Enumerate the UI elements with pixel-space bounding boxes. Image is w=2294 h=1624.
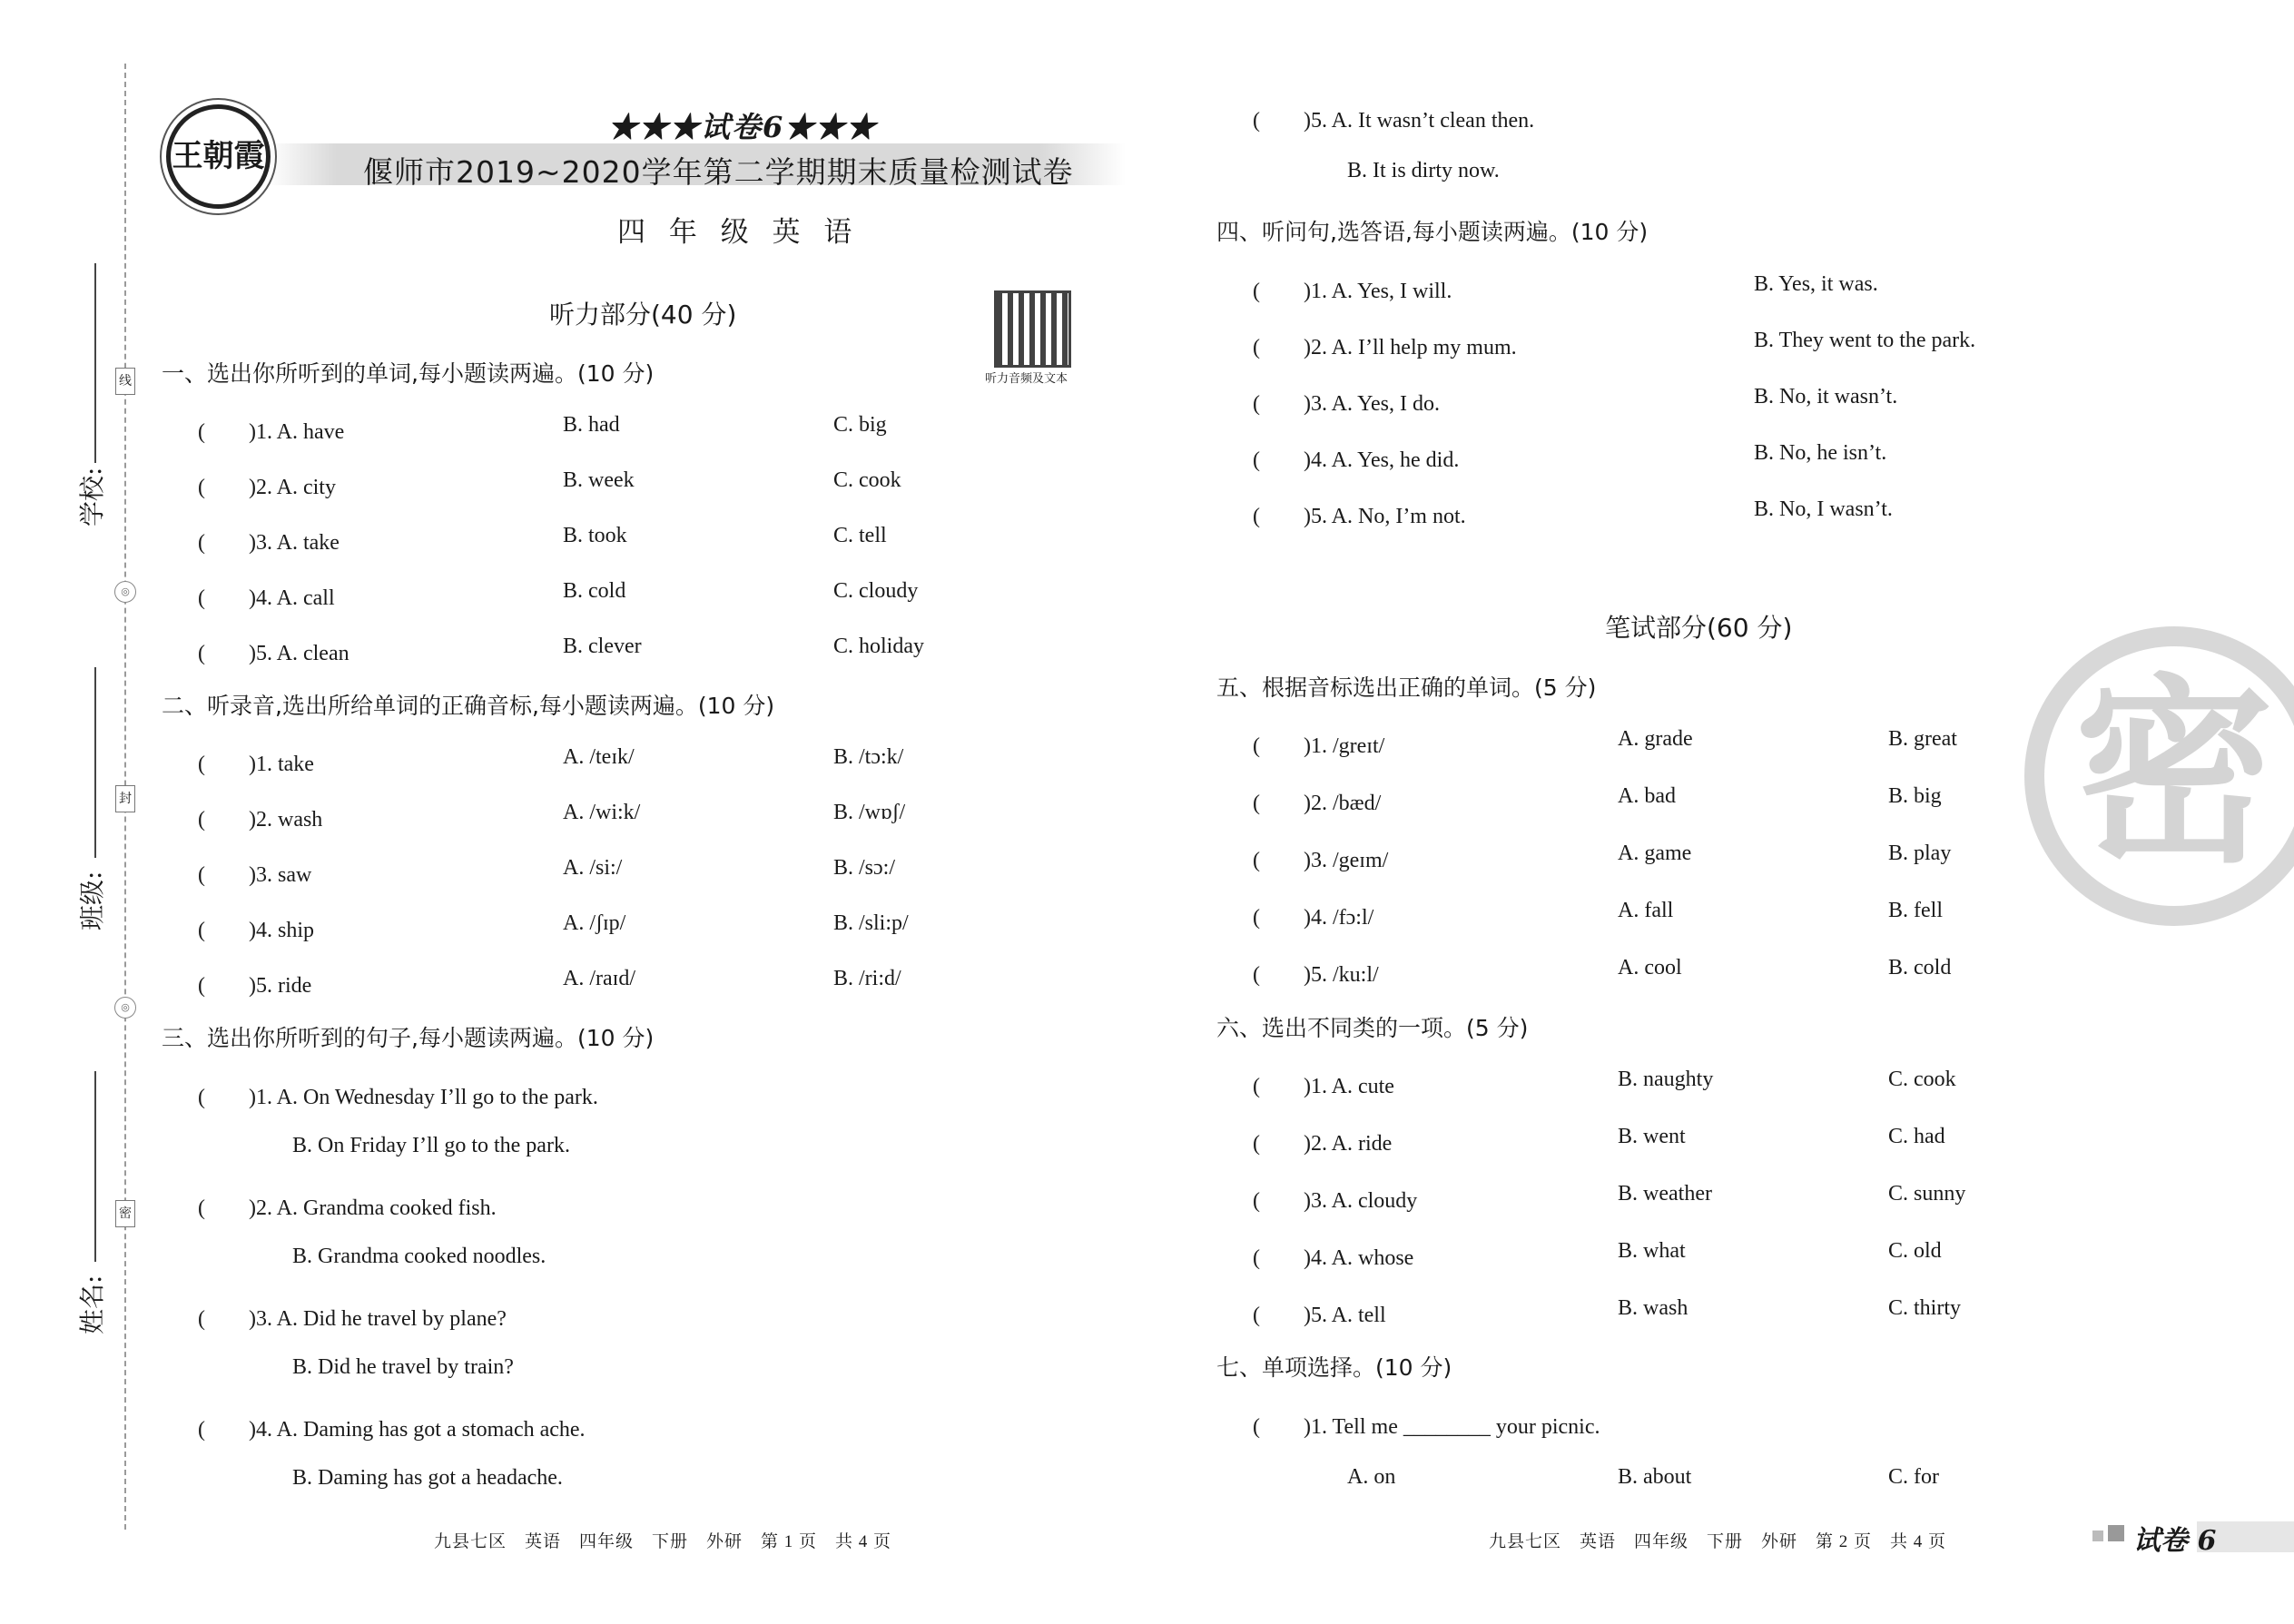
class-write-line xyxy=(94,667,96,858)
s4-q4-a: ( )4. A. Yes, he did. xyxy=(1253,448,1460,472)
name-write-line xyxy=(94,1071,96,1262)
s1-q4-b: B. cold xyxy=(563,579,626,603)
s1-q5-b: B. clever xyxy=(563,635,642,658)
s3-q5-b: B. It is dirty now. xyxy=(1347,159,1500,182)
s2-q2-a: A. /wi:k/ xyxy=(563,801,641,824)
page-2-footer: 九县七区 英语 四年级 下册 外研 第 2 页 共 4 页 xyxy=(1489,1532,1947,1551)
s2-q4-a: A. /ʃɪp/ xyxy=(563,911,626,935)
s1-q3: ( )3. A. take xyxy=(198,531,340,555)
s1-q1: ( )1. A. have xyxy=(198,420,345,444)
s2-q5: ( )5. ride xyxy=(198,974,312,998)
s5-q2: ( )2. /bæd/ xyxy=(1253,792,1382,815)
s6-q3-c: C. sunny xyxy=(1888,1182,1966,1206)
s3-q2-a: ( )2. A. Grandma cooked fish. xyxy=(198,1196,497,1220)
s3-q5-a: ( )5. A. It wasn’t clean then. xyxy=(1253,109,1535,133)
section-6-heading: 六、选出不同类的一项。(5 分) xyxy=(1216,1015,1529,1041)
s5-q5-a: A. cool xyxy=(1618,956,1682,979)
s6-q3-b: B. weather xyxy=(1618,1182,1712,1206)
s2-q5-a: A. /raɪd/ xyxy=(563,967,635,990)
written-part-heading: 笔试部分(60 分) xyxy=(1605,613,1793,643)
s6-q1-c: C. cook xyxy=(1888,1068,1956,1091)
s5-q4-a: A. fall xyxy=(1618,899,1674,922)
s5-q5: ( )5. /ku:l/ xyxy=(1253,963,1379,987)
s7-q1-b: B. about xyxy=(1618,1465,1692,1489)
s7-q1: ( )1. Tell me ________ your picnic. xyxy=(1253,1415,1600,1439)
section-2-heading: 二、听录音,选出所给单词的正确音标,每小题读两遍。(10 分) xyxy=(162,693,775,719)
s6-q5-b: B. wash xyxy=(1618,1296,1689,1320)
class-label: 班级: xyxy=(77,871,107,930)
section-5-heading: 五、根据音标选出正确的单词。(5 分) xyxy=(1216,674,1597,701)
s2-q3: ( )3. saw xyxy=(198,863,312,887)
s5-q4: ( )4. /fɔ:l/ xyxy=(1253,906,1374,930)
s6-q1: ( )1. A. cute xyxy=(1253,1075,1394,1098)
s6-q4-c: C. old xyxy=(1888,1239,1942,1263)
s2-q2-b: B. /wɒʃ/ xyxy=(833,801,906,824)
s1-q5-c: C. holiday xyxy=(833,635,924,658)
s6-q4-b: B. what xyxy=(1618,1239,1686,1263)
s3-q3-a: ( )3. A. Did he travel by plane? xyxy=(198,1307,507,1331)
s6-q3: ( )3. A. cloudy xyxy=(1253,1189,1418,1213)
s2-q3-b: B. /sɔ:/ xyxy=(833,856,896,880)
s4-q2-b: B. They went to the park. xyxy=(1754,329,1976,352)
page-1-footer: 九县七区 英语 四年级 下册 外研 第 1 页 共 4 页 xyxy=(434,1532,892,1551)
s7-q1-a: A. on xyxy=(1347,1465,1396,1489)
s5-q3-b: B. play xyxy=(1888,842,1952,865)
s4-q3-a: ( )3. A. Yes, I do. xyxy=(1253,392,1441,416)
s3-q1-a: ( )1. A. On Wednesday I’ll go to the park. xyxy=(198,1086,598,1109)
s1-q3-c: C. tell xyxy=(833,524,887,547)
s5-q2-b: B. big xyxy=(1888,784,1942,808)
name-label: 姓名: xyxy=(77,1275,107,1334)
s2-q3-a: A. /si:/ xyxy=(563,856,623,880)
school-label: 学校: xyxy=(77,467,107,527)
s6-q4: ( )4. A. whose xyxy=(1253,1246,1414,1270)
grade-subject-title: 四 年 级 英 语 xyxy=(617,216,860,249)
s5-q1-b: B. great xyxy=(1888,727,1957,751)
s6-q5: ( )5. A. tell xyxy=(1253,1304,1386,1327)
s5-q2-a: A. bad xyxy=(1618,784,1676,808)
s4-q5-b: B. No, I wasn’t. xyxy=(1754,497,1893,521)
s6-q2: ( )2. A. ride xyxy=(1253,1132,1393,1156)
s5-q3: ( )3. /geɪm/ xyxy=(1253,849,1389,872)
exam-title: 偃师市2019~2020学年第二学期期末质量检测试卷 xyxy=(363,154,1074,190)
tag-square-icon xyxy=(2108,1525,2124,1541)
qr-code-icon[interactable] xyxy=(994,290,1071,368)
s5-q5-b: B. cold xyxy=(1888,956,1952,979)
s1-q1-b: B. had xyxy=(563,413,620,437)
binding-mark-secret: 密 xyxy=(115,1200,135,1227)
s2-q5-b: B. /ri:d/ xyxy=(833,967,901,990)
s3-q1-b: B. On Friday I’ll go to the park. xyxy=(292,1134,570,1157)
s2-q1-b: B. /tɔ:k/ xyxy=(833,745,904,769)
section-3-heading: 三、选出你所听到的句子,每小题读两遍。(10 分) xyxy=(162,1025,655,1051)
s5-q1-a: A. grade xyxy=(1618,727,1693,751)
s2-q4: ( )4. ship xyxy=(198,919,314,942)
s3-q2-b: B. Grandma cooked noodles. xyxy=(292,1245,546,1268)
s1-q3-b: B. took xyxy=(563,524,627,547)
s1-q2-c: C. cook xyxy=(833,468,901,492)
s2-q1-a: A. /teɪk/ xyxy=(563,745,635,769)
s6-q2-b: B. went xyxy=(1618,1125,1686,1148)
s2-q1: ( )1. take xyxy=(198,753,314,776)
s4-q1-a: ( )1. A. Yes, I will. xyxy=(1253,280,1452,303)
s7-q1-c: C. for xyxy=(1888,1465,1939,1489)
s1-q1-c: C. big xyxy=(833,413,887,437)
s6-q5-c: C. thirty xyxy=(1888,1296,1962,1320)
listening-part-heading: 听力部分(40 分) xyxy=(549,300,737,330)
series-label: ★★★试卷6★★★ xyxy=(608,110,878,144)
publisher-logo: 王朝霞 xyxy=(166,104,271,209)
s3-q4-b: B. Daming has got a headache. xyxy=(292,1466,563,1490)
s1-q2-b: B. week xyxy=(563,468,635,492)
s6-q1-b: B. naughty xyxy=(1618,1068,1714,1091)
s3-q3-b: B. Did he travel by train? xyxy=(292,1355,514,1379)
s1-q5: ( )5. A. clean xyxy=(198,642,350,665)
s3-q4-a: ( )4. A. Daming has got a stomach ache. xyxy=(198,1418,586,1442)
binding-mark-seal: 封 xyxy=(115,785,135,812)
s2-q4-b: B. /sli:p/ xyxy=(833,911,909,935)
s1-q2: ( )2. A. city xyxy=(198,476,336,499)
s5-q4-b: B. fell xyxy=(1888,899,1943,922)
s4-q2-a: ( )2. A. I’ll help my mum. xyxy=(1253,336,1517,359)
binding-hole-icon: ◎ xyxy=(114,997,136,1019)
s4-q1-b: B. Yes, it was. xyxy=(1754,272,1878,296)
secret-watermark-seal: 密 xyxy=(2024,626,2294,926)
s5-q1: ( )1. /greɪt/ xyxy=(1253,734,1385,758)
s1-q4: ( )4. A. call xyxy=(198,586,335,610)
s4-q3-b: B. No, it wasn’t. xyxy=(1754,385,1898,408)
s4-q5-a: ( )5. A. No, I’m not. xyxy=(1253,505,1466,528)
s6-q2-c: C. had xyxy=(1888,1125,1945,1148)
s2-q2: ( )2. wash xyxy=(198,808,323,832)
qr-caption: 听力音频及文本 xyxy=(985,372,1068,386)
section-4-heading: 四、听问句,选答语,每小题读两遍。(10 分) xyxy=(1216,219,1649,245)
s1-q4-c: C. cloudy xyxy=(833,579,919,603)
section-1-heading: 一、选出你所听到的单词,每小题读两遍。(10 分) xyxy=(162,360,655,387)
school-write-line xyxy=(94,263,96,463)
binding-mark-line: 线 xyxy=(115,368,135,395)
s4-q4-b: B. No, he isn’t. xyxy=(1754,441,1887,465)
section-7-heading: 七、单项选择。(10 分) xyxy=(1216,1354,1452,1381)
paper-number-tag: 试卷 6 xyxy=(2133,1525,2217,1557)
tag-square-icon xyxy=(2092,1530,2103,1541)
binding-hole-icon: ◎ xyxy=(114,581,136,603)
s5-q3-a: A. game xyxy=(1618,842,1692,865)
